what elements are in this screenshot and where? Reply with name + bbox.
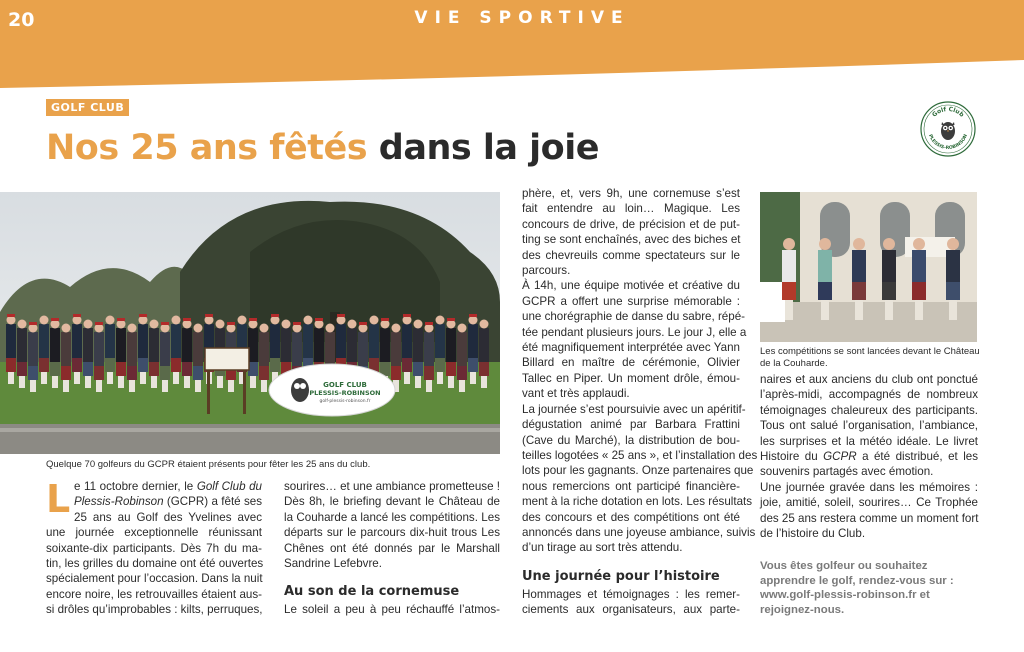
drop-cap: L (46, 477, 71, 521)
group-photo-illustration (0, 192, 500, 454)
banner-line-1: GOLF CLUB (323, 381, 367, 389)
main-photo-caption: Quelque 70 golfeurs du GCPR étaient présents pour fêter les 25 ans du club. (46, 459, 371, 470)
subhead-histoire: Une journée pour l’histoire (522, 569, 720, 584)
article-column-3b: Hommages et témoignages : les remer- ciements aux organisateurs, aux parte- (522, 588, 740, 617)
article-title (46, 128, 599, 168)
logo-text-bottom: PLESSIS-ROBINSON (926, 133, 970, 152)
kicker-label: GOLF CLUB (46, 99, 129, 116)
section-title: VIE SPORTIVE (414, 8, 630, 28)
article-column-3: phère, et, vers 9h, une cornemuse s’est fait entendre au loin… Magique. Les concours de drive, de précision et de put- ting se sont enchaînés, avec des biches et des chevreuils comme spectateurs sur le parcours. À 14h, une équipe motivée et créative du GCPR a offert une surprise mémorable : une chorégraphie de danse du sabre, répé- tée pendant plusieurs jours. Le jour J, elle a été magnifiquement interprétée avec Yann Billard en maître de cérémonie, Olivier Tallec en Piper. Un moment drôle, émou- vant et très applaudi. La journée s’est poursuivie avec un apéritif- dégustation animé par Barbara Frattini (Cave du Marché), la distribution de bou- teilles logotées « 25 ans », et l’installation des lots pour les gagnants. Onze partenaires que nous remercions ont participé financière- ment à la riche dotation en lots. Les résultats des concours et des compétitions ont été annoncés dans une joyeuse ambiance, suivis d’un tirage au sort très attendu. (522, 187, 758, 555)
article-column-2b: Le soleil a peu à peu réchauffé l’atmos- (284, 603, 500, 616)
logo-text-top: Golf Club (930, 105, 966, 119)
header-curve (0, 60, 1024, 100)
page-number: 20 (8, 9, 35, 31)
title-accent: Nos 25 ans fêtés (46, 128, 368, 168)
owl-icon (941, 122, 955, 140)
club-banner (269, 364, 395, 416)
side-photo (760, 192, 977, 342)
article-column-4: naires et aux anciens du club ont ponctué l’après-midi, accompagnés de nombreux témoignages chaleureux des participants. Tous ont salué l’organisation, l’ambiance, les surprises et la météo idéale. Le livret Histoire du GCPR a été distribué, et les souvenirs partagés avec émotion. Une journée gravée dans les mémoires : joie, amitié, soleil, sourires… Ce Trophée des 25 ans restera comme un moment fort de l’histoire du Club. (760, 373, 979, 541)
article-column-1: e 11 octobre dernier, le Golf Club du Plessis-Robinson (GCPR) a fêté ses 25 ans au Golf des Yvelines avec une journée exceptionnelle réunissant soixante-dix participants. Dès 7h du ma- tin, les grilles du domaine ont été ouvertes spécialement pour l’occasion. Dans la nuit encore noire, les retrouvailles étaient aus- si drôles qu’improbables : kilts, perruques, (46, 480, 264, 617)
banner-line-2: PLESSIS-ROBINSON (309, 389, 381, 397)
article-column-2: sourires… et une ambiance prometteuse ! Dès 8h, le briefing devant le Château de la Couharde a lancé les compétitions. Les départs sur le parcours dix-huit trous Les Chênes ont été donnés par le Marshall Sandrine Lefebvre. (284, 480, 500, 571)
chateau-photo-illustration (760, 192, 977, 342)
title-rest: dans la joie (378, 128, 599, 168)
side-photo-caption: Les compétitions se sont lancées devant le Château de la Couharde. (760, 346, 980, 369)
callout-box: Vous êtes golfeur ou souhaitez apprendre le golf, rendez-vous sur : www.golf-plessis-robinson.fr et rejoignez-nous. (760, 560, 954, 616)
subhead-cornemuse: Au son de la cornemuse (284, 584, 460, 599)
banner-line-3: golf-plessis-robinson.fr (319, 399, 371, 404)
club-logo (920, 101, 976, 157)
main-photo (0, 192, 500, 454)
